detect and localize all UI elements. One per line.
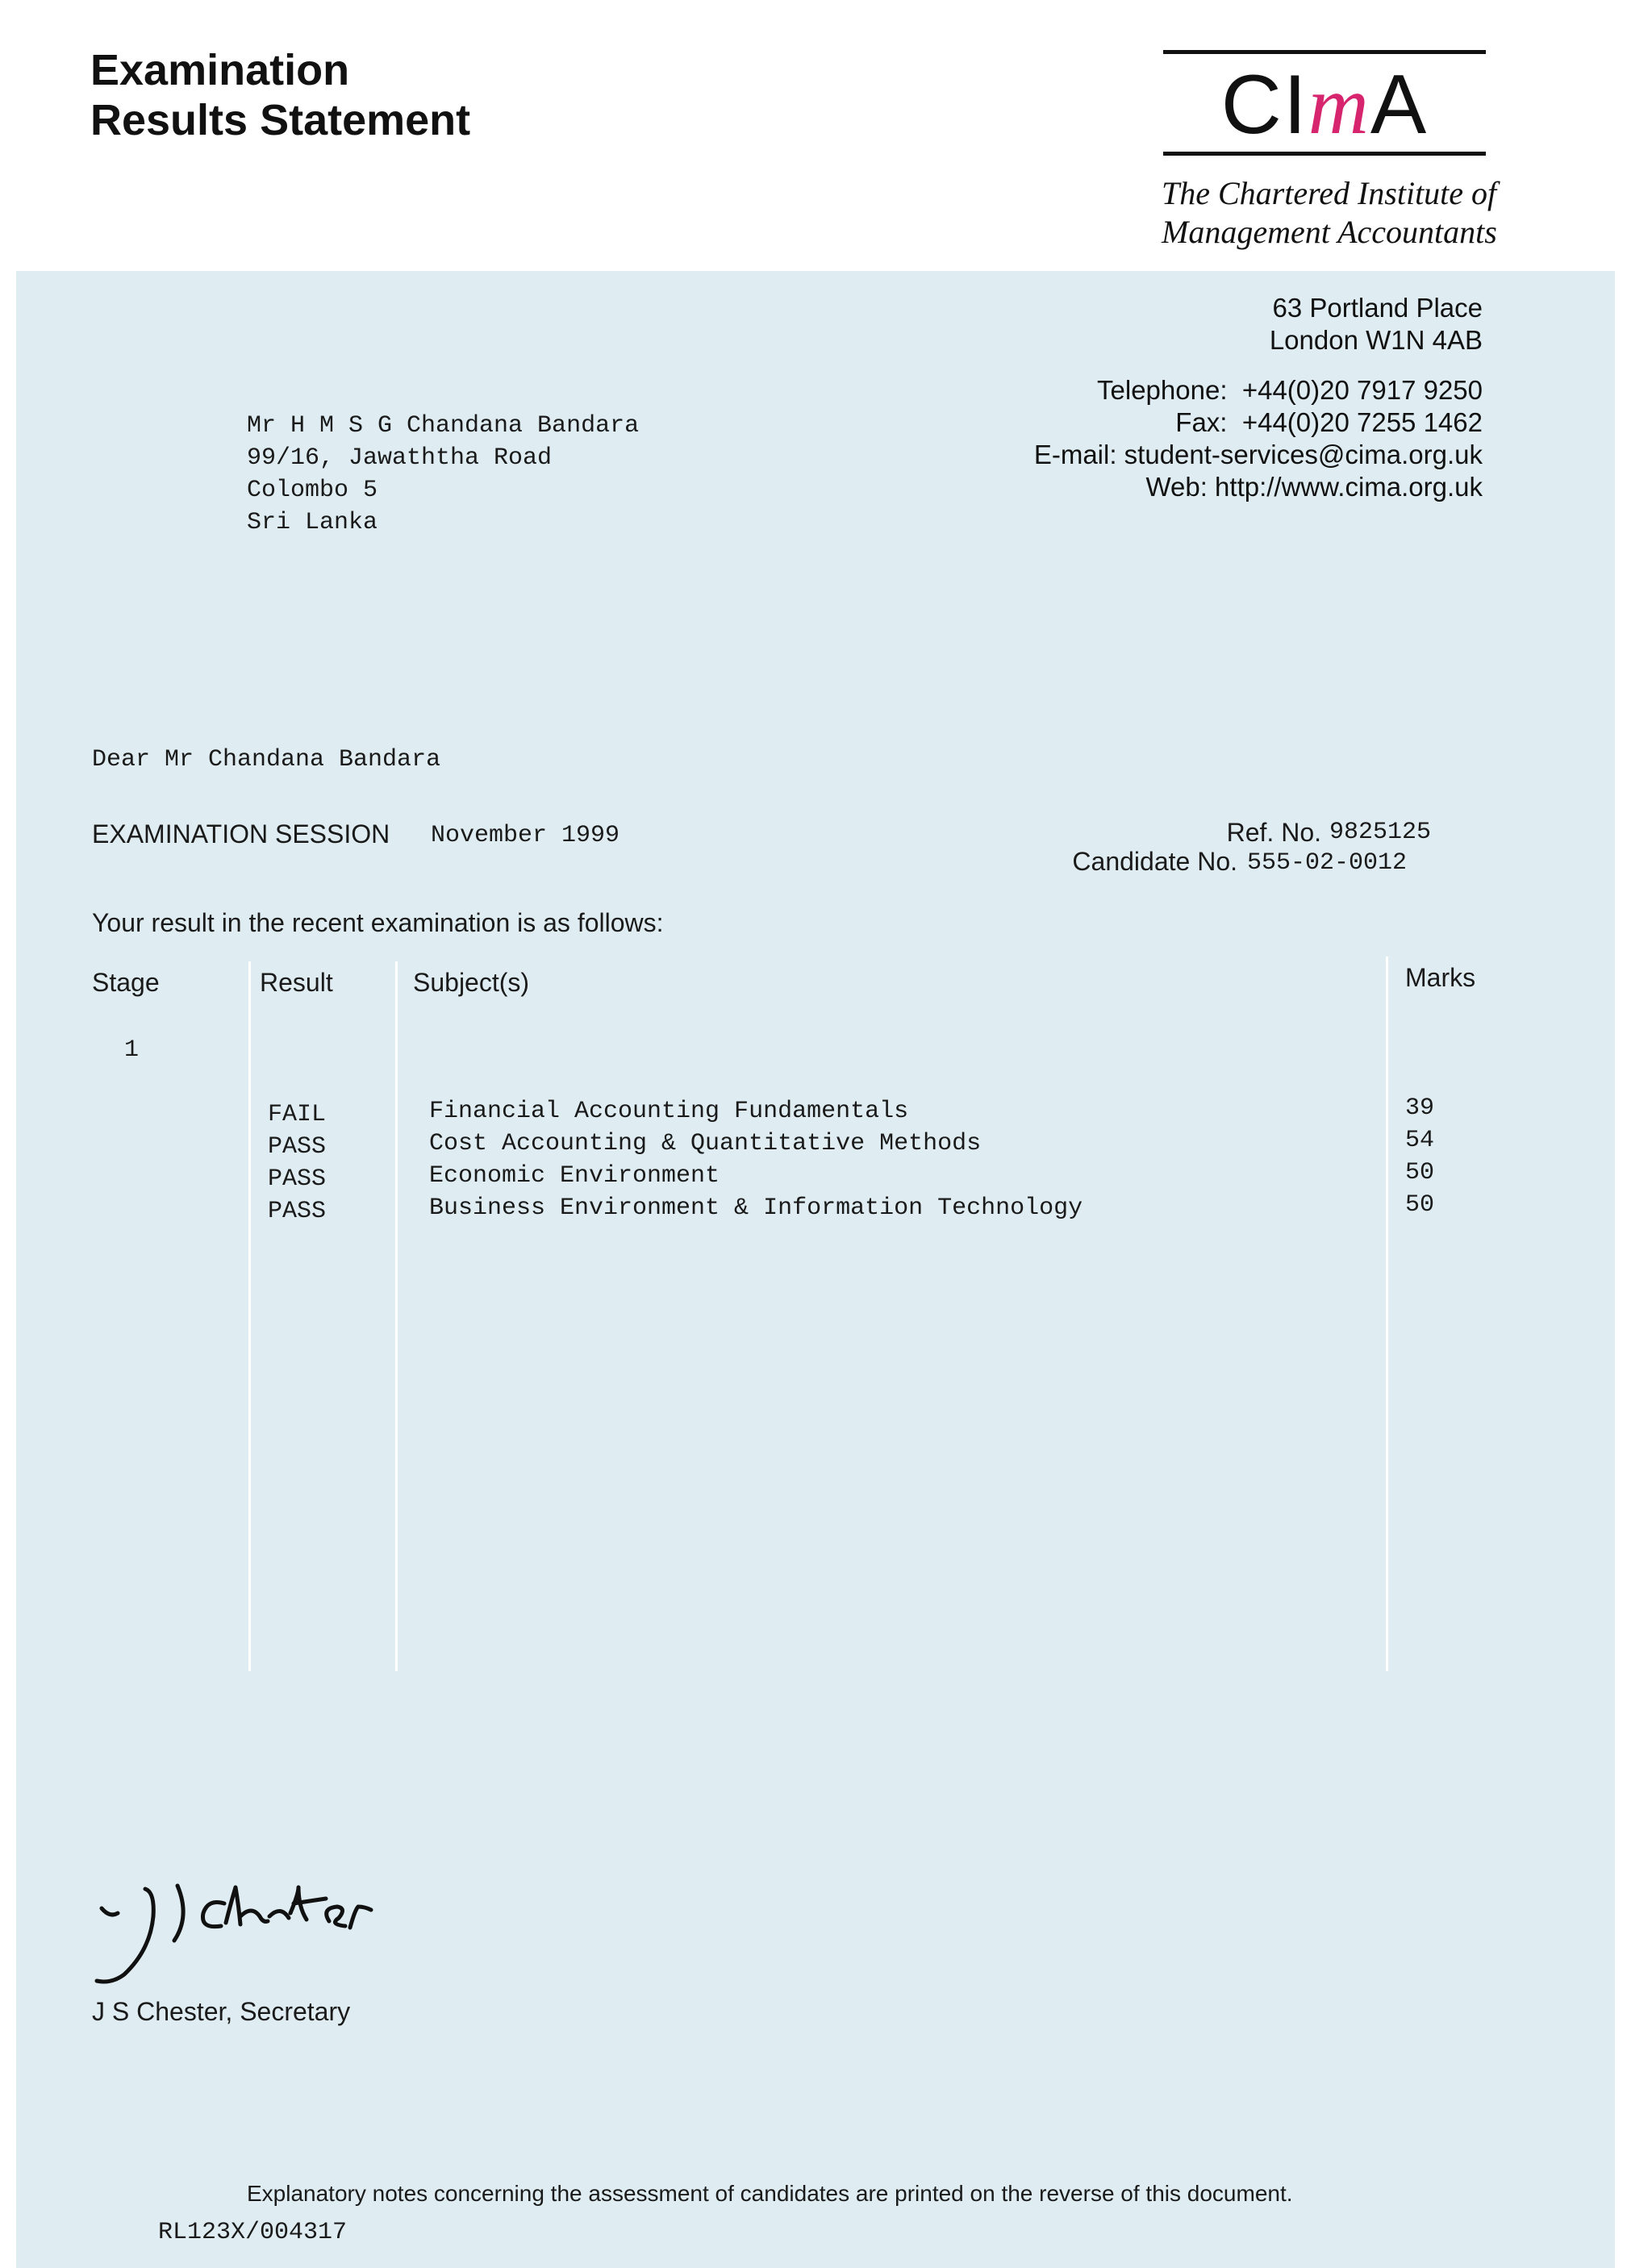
signatory-name: J S Chester, Secretary xyxy=(92,1997,351,2026)
column-divider-2 xyxy=(395,961,398,1671)
recipient-line-1: Mr H M S G Chandana Bandara xyxy=(247,412,640,440)
column-divider-1 xyxy=(248,961,251,1671)
row-result: FAIL xyxy=(268,1101,327,1128)
column-divider-3 xyxy=(1386,957,1388,1671)
recipient-address xyxy=(247,410,639,539)
header-stage: Stage xyxy=(92,968,160,997)
salutation: Dear Mr Chandana Bandara xyxy=(92,746,441,773)
row-result: PASS xyxy=(268,1133,327,1161)
institute-contacts xyxy=(1034,374,1483,503)
recipient-line-3: Colombo 5 xyxy=(247,477,378,504)
session-label: EXAMINATION SESSION xyxy=(92,819,390,848)
title-line-2: Results Statement xyxy=(90,96,471,144)
recipient-line-4: Sri Lanka xyxy=(247,509,378,536)
row-marks: 39 xyxy=(1405,1094,1435,1122)
logo-bottom-rule xyxy=(1163,152,1486,156)
fax: Fax: +44(0)20 7255 1462 xyxy=(1175,407,1483,437)
institute-address xyxy=(1270,292,1483,356)
row-marks: 50 xyxy=(1405,1191,1435,1219)
email: E-mail: student-services@cima.org.uk xyxy=(1033,440,1483,469)
row-marks: 50 xyxy=(1405,1159,1435,1186)
address-line-2: London W1N 4AB xyxy=(1269,325,1483,355)
row-subject: Financial Accounting Fundamentals xyxy=(429,1098,909,1125)
ref-value: 9825125 xyxy=(1329,819,1432,846)
stage-value: 1 xyxy=(124,1036,140,1064)
title-line-1: Examination xyxy=(90,46,350,94)
telephone: Telephone: +44(0)20 7917 9250 xyxy=(1097,375,1483,405)
row-result: PASS xyxy=(268,1165,327,1193)
header-subjects: Subject(s) xyxy=(413,968,530,997)
logo-text-middle: m xyxy=(1308,59,1370,152)
ref-label: Ref. No. xyxy=(1226,818,1321,847)
logo-top-rule xyxy=(1163,50,1486,54)
candidate-label: Candidate No. xyxy=(1072,847,1237,876)
row-subject: Business Environment & Information Technology xyxy=(429,1194,1083,1222)
institute-line-2: Management Accountants xyxy=(1162,214,1497,250)
header-marks: Marks xyxy=(1405,963,1476,992)
recipient-line-2: 99/16, Jawaththa Road xyxy=(247,444,553,472)
result-intro: Your result in the recent examination is as follows: xyxy=(92,908,664,937)
explanatory-note: Explanatory notes concerning the assessment of candidates are printed on the reverse of this document. xyxy=(247,2181,1293,2206)
institute-line-1: The Chartered Institute of xyxy=(1162,175,1497,211)
document-code: RL123X/004317 xyxy=(158,2219,348,2246)
web: Web: http://www.cima.org.uk xyxy=(1145,472,1483,502)
signature-image xyxy=(87,1839,410,1992)
header-result: Result xyxy=(260,968,333,997)
row-subject: Economic Environment xyxy=(429,1162,720,1190)
row-result: PASS xyxy=(268,1198,327,1225)
document-title xyxy=(90,45,470,145)
candidate-value: 555-02-0012 xyxy=(1247,849,1408,877)
cima-logo xyxy=(1163,58,1486,152)
address-line-1: 63 Portland Place xyxy=(1272,293,1483,323)
row-subject: Cost Accounting & Quantitative Methods xyxy=(429,1130,982,1157)
row-marks: 54 xyxy=(1405,1127,1435,1154)
session-value: November 1999 xyxy=(431,822,620,849)
logo-text-left: CI xyxy=(1220,58,1308,152)
institute-name xyxy=(1162,174,1497,252)
logo-text-right: A xyxy=(1370,58,1429,152)
